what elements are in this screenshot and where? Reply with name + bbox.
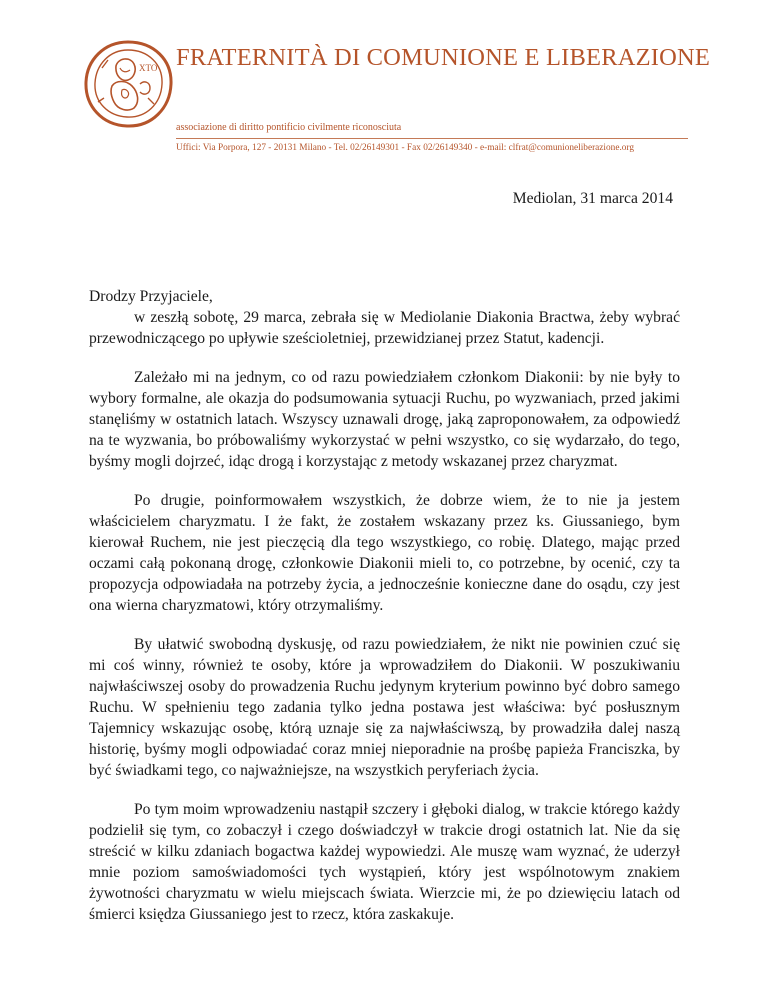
organization-address: Uffici: Via Porpora, 127 - 20131 Milano - Tel. 02/26149301 - Fax 02/26149340 - e-mail: clfrat@comunioneliberazione.org — [176, 143, 634, 153]
letter-greeting: Drodzy Przyjaciele, — [89, 288, 213, 305]
paragraph: w zeszłą sobotę, 29 marca, zebrała się w Mediolanie Diakonia Bractwa, żeby wybrać przewodniczącego po upływie sześcioletniej, przewidzianej przez Statut, kadencji. — [89, 309, 680, 347]
organization-name: FRATERNITÀ DI COMUNIONE E LIBERAZIONE — [176, 44, 711, 71]
paragraph: Po tym moim wprowadzeniu nastąpił szczery i głęboki dialog, w trakcie którego każdy podzielił się tym, co zobaczył i czego doświadczył w trakcie drogi ostatnich lat. Nie da się streścić w kilku zdaniach bogactwa każdej wypowiedzi. Ale muszę wam wyznać, że uderzył mnie poziom samoświadomości tych wystąpień, który jest wspólnotowym znakiem żywotności charyzmatu w wielu miejscach świata. Wierzcie mi, że po dziewięciu latach od śmierci księdza Giussaniego jest to rzecz, która zaskakuje. — [89, 801, 680, 923]
letter-body — [89, 307, 680, 943]
paragraph: Po drugie, poinformowałem wszystkich, że dobrze wiem, że to nie ja jestem właścicielem charyzmatu. I że fakt, że zostałem wskazany przez ks. Giussaniego, bym kierował Ruchem, nie jest pieczęcią dla tego wszystkiego, co robię. Dlatego, mając przed oczami całą pokonaną drogę, członkowie Diakonii mieli to, co potrzebne, by ocenić, czy ta propozycja odpowiadała na potrzeby życia, a jednocześnie konieczne dane do osądu, czy jest ona wierna charyzmatowi, który otrzymaliśmy. — [89, 492, 680, 614]
paragraph: By ułatwić swobodną dyskusję, od razu powiedziałem, że nikt nie powinien czuć się mi coś winny, również te osoby, które ja wprowadziłem do Diakonii. W poszukiwaniu najwłaściwszej osoby do prowadzenia Ruchu jedynym kryterium powinno być dobro samego Ruchu. W spełnieniu tego zadania tylko jedna postawa jest właściwa: być posłusznym Tajemnicy wskazując osobę, którą uznaje się za najwłaściwszą, by prowadziła dalej naszą historię, byśmy mogli odpowiadać coraz mniej nieporadnie na prośbę papieża Franciszka, by być świadkami tego, co najważniejsze, na wszystkich peryferiach życia. — [89, 636, 680, 779]
letter-date: Mediolan, 31 marca 2014 — [512, 190, 673, 207]
letter — [89, 0, 680, 994]
paragraph: Zależało mi na jednym, co od razu powiedziałem członkom Diakonii: by nie były to wybory formalne, ale okazja do podsumowania sytuacji Ruchu, po wyzwaniach, przed jakimi stanęliśmy w ostatnich latach. Wszyscy uznawali drogę, jaką zaproponowałem, za odpowiedź na te wyzwania, bo próbowaliśmy wykorzystać w pełni wszystko, co się wydarzało, do tego, byśmy mogli dojrzeć, idąc drogą i korzystając z metody wskazanej przez charyzmat. — [89, 369, 680, 470]
seal-monogram: XTO — [139, 63, 158, 73]
organization-subtitle: associazione di diritto pontificio civilmente riconosciuta — [176, 122, 402, 133]
